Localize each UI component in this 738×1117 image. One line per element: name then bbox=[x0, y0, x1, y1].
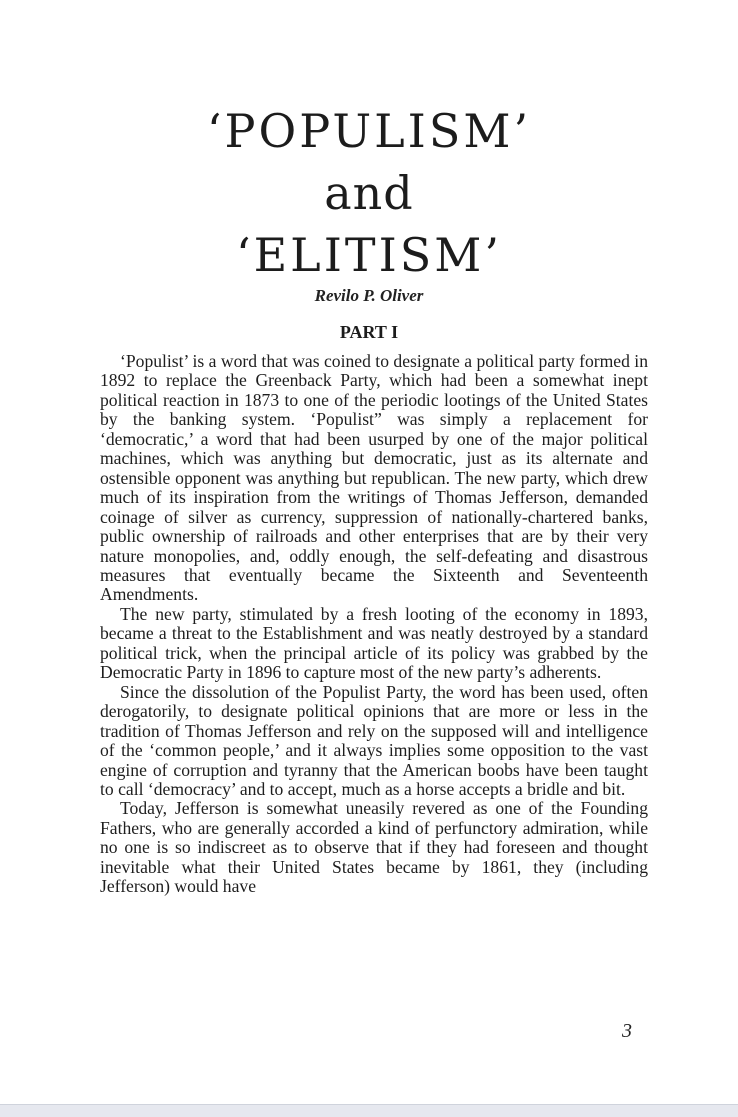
title-line-and: and bbox=[324, 166, 414, 220]
title-line-elitism: ‘ELITISM’ bbox=[235, 228, 502, 282]
paragraph-2: The new party, stimulated by a fresh looting of the economy in 1893, became a threat to the Establishment and was neatly destroyed by a standard political trick, when the principal article of its policy was grabbed by the Democratic Party in 1896 to capture most of the new party’s adherents. bbox=[100, 603, 648, 683]
viewer-bottom-bar bbox=[0, 1104, 738, 1117]
paragraph-4: Today, Jefferson is somewhat uneasily revered as one of the Founding Fathers, who are generally accorded a kind of perfunctory admiration, while no one is so indiscreet as to observe that if they had foreseen and thought inevitable what their United States became by 1861, they (including Jefferson) would have bbox=[100, 798, 648, 897]
author-byline: Revilo P. Oliver bbox=[314, 286, 424, 305]
part-heading: PART I bbox=[339, 322, 399, 342]
body-text bbox=[100, 352, 648, 897]
paragraph-1: ‘Populist’ is a word that was coined to designate a political party formed in 1892 to replace the Greenback Party, which had been a somewhat inept political reaction in 1873 to one of the periodic lootings of the United States by the banking system. ‘Populist” was simply a replacement for ‘democratic,’ a word that had been usurped by one of the major political machines, which was anything but democratic, just as its alternate and ostensible opponent was anything but republican. The new party, which drew much of its inspiration from the writings of Thomas Jefferson, demanded coinage of silver as currency, suppression of nationally-chartered banks, public ownership of railroads and other enterprises that are by their very nature monopolies, and, oddly enough, the self-defeating and disastrous measures that eventually became the Sixteenth and Seventeenth Amendments. bbox=[100, 351, 648, 605]
paragraph-3: Since the dissolution of the Populist Party, the word has been used, often derogatorily, to designate political opinions that are more or less in the tradition of Thomas Jefferson and rely on the supposed will and intelligence of the ‘common people,’ and it always implies some opposition to the vast engine of corruption and tyranny that the American boobs have been taught to call ‘democracy’ and to accept, much as a horse accepts a bridle and bit. bbox=[100, 681, 648, 799]
title-line-populism: ‘POPULISM’ bbox=[206, 104, 532, 158]
page-number: 3 bbox=[622, 1020, 632, 1042]
